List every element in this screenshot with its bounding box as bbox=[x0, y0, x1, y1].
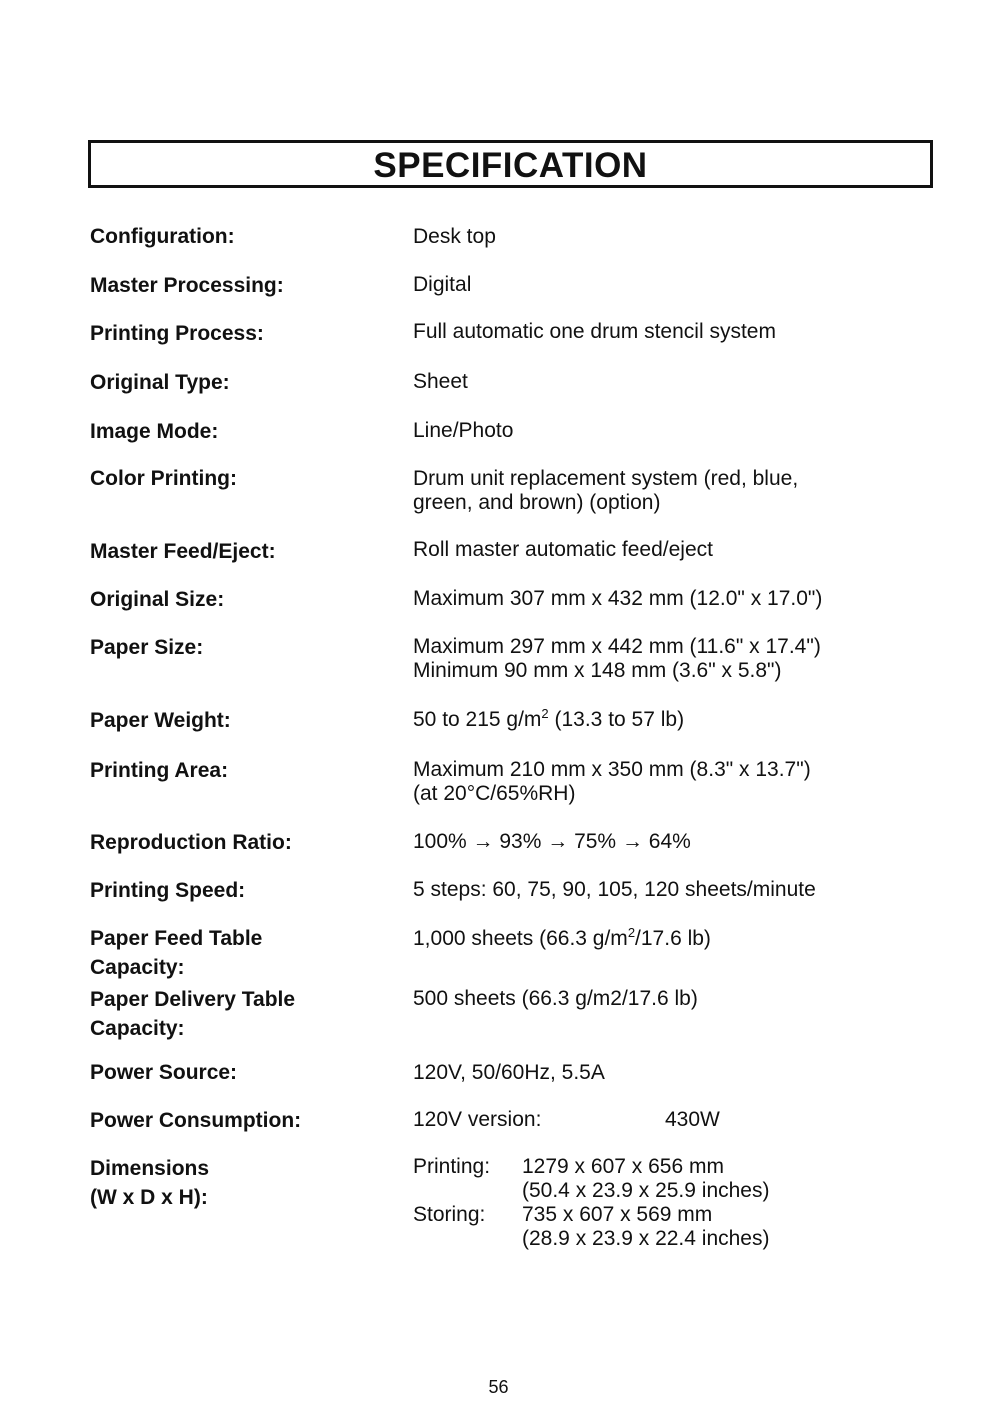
spec-value-paper-delivery-table: 500 sheets (66.3 g/m2/17.6 lb) bbox=[413, 987, 698, 1010]
label-line: Paper Feed Table bbox=[90, 927, 263, 950]
spec-value-image-mode: Line/Photo bbox=[413, 419, 514, 442]
spec-value-reproduction-ratio: 100% → 93% → 75% → 64% bbox=[413, 830, 691, 853]
dimension-printing bbox=[413, 1155, 933, 1179]
dimension-printing-inches bbox=[413, 1179, 933, 1203]
label-line: Paper Delivery Table bbox=[90, 988, 296, 1011]
spec-label-paper-size: Paper Size: bbox=[90, 636, 204, 659]
label-line: (W x D x H): bbox=[90, 1186, 208, 1209]
spec-value-power-consumption bbox=[413, 1108, 933, 1132]
spec-label-original-size: Original Size: bbox=[90, 588, 225, 611]
power-version: 120V version: bbox=[413, 1108, 542, 1131]
dimension-mm: 735 x 607 x 569 mm bbox=[522, 1203, 713, 1226]
dimension-mm: 1279 x 607 x 656 mm bbox=[522, 1155, 724, 1178]
spec-label-configuration: Configuration: bbox=[90, 225, 235, 248]
spec-value-color-printing bbox=[413, 467, 933, 515]
spec-label-power-consumption: Power Consumption: bbox=[90, 1109, 302, 1132]
label-line: Capacity: bbox=[90, 956, 185, 979]
dimension-inches: (50.4 x 23.9 x 25.9 inches) bbox=[522, 1179, 770, 1202]
value-text: 1,000 sheets (66.3 g/m bbox=[413, 927, 628, 950]
spec-value-line: Maximum 210 mm x 350 mm (8.3" x 13.7") bbox=[413, 758, 811, 781]
spec-label-printing-area: Printing Area: bbox=[90, 759, 229, 782]
spec-value-printing-process: Full automatic one drum stencil system bbox=[413, 320, 776, 343]
spec-label-dimensions bbox=[90, 1154, 390, 1212]
dimension-storing bbox=[413, 1203, 933, 1227]
label-line: Capacity: bbox=[90, 1017, 185, 1040]
spec-value-master-feed-eject: Roll master automatic feed/eject bbox=[413, 538, 713, 561]
spec-value-configuration: Desk top bbox=[413, 225, 496, 248]
power-watts: 430W bbox=[665, 1108, 720, 1131]
spec-label-paper-delivery-table bbox=[90, 985, 390, 1043]
spec-value-line: green, and brown) (option) bbox=[413, 491, 661, 514]
spec-value-line: Maximum 297 mm x 442 mm (11.6" x 17.4") bbox=[413, 635, 821, 658]
spec-label-power-source: Power Source: bbox=[90, 1061, 238, 1084]
spec-label-reproduction-ratio: Reproduction Ratio: bbox=[90, 831, 292, 854]
spec-label-printing-speed: Printing Speed: bbox=[90, 879, 246, 902]
spec-value-line: (at 20°C/65%RH) bbox=[413, 782, 576, 805]
page-title: SPECIFICATION bbox=[373, 146, 648, 185]
spec-value-printing-speed: 5 steps: 60, 75, 90, 105, 120 sheets/minute bbox=[413, 878, 816, 901]
spec-value-line: Drum unit replacement system (red, blue, bbox=[413, 467, 799, 490]
spec-value-original-size: Maximum 307 mm x 432 mm (12.0" x 17.0") bbox=[413, 587, 823, 610]
title-box bbox=[88, 140, 933, 188]
spec-label-master-feed-eject: Master Feed/Eject: bbox=[90, 540, 276, 563]
spec-value-paper-weight bbox=[413, 708, 933, 732]
spec-label-printing-process: Printing Process: bbox=[90, 322, 264, 345]
spec-value-power-source: 120V, 50/60Hz, 5.5A bbox=[413, 1061, 605, 1084]
superscript: 2 bbox=[627, 925, 636, 940]
spec-label-color-printing: Color Printing: bbox=[90, 467, 237, 490]
spec-label-paper-feed-table bbox=[90, 924, 390, 982]
spec-label-image-mode: Image Mode: bbox=[90, 420, 219, 443]
value-text: /17.6 lb) bbox=[635, 927, 711, 950]
value-text: 50 to 215 g/m bbox=[413, 708, 542, 731]
spec-label-paper-weight: Paper Weight: bbox=[90, 709, 231, 732]
spec-label-master-processing: Master Processing: bbox=[90, 274, 284, 297]
spec-value-printing-area bbox=[413, 758, 933, 806]
title-underline bbox=[361, 185, 928, 188]
superscript: 2 bbox=[541, 706, 549, 721]
label-line: Dimensions bbox=[90, 1157, 210, 1180]
dimension-inches: (28.9 x 23.9 x 22.4 inches) bbox=[522, 1227, 770, 1250]
spec-value-line: Minimum 90 mm x 148 mm (3.6" x 5.8") bbox=[413, 659, 782, 682]
dimension-mode: Storing: bbox=[413, 1203, 486, 1226]
dimension-storing-inches bbox=[413, 1227, 933, 1251]
spec-value-master-processing: Digital bbox=[413, 273, 472, 296]
page-number: 56 bbox=[488, 1377, 509, 1397]
spec-label-original-type: Original Type: bbox=[90, 371, 230, 394]
spec-value-paper-size bbox=[413, 635, 933, 683]
value-text: (13.3 to 57 lb) bbox=[548, 708, 685, 731]
dimension-mode: Printing: bbox=[413, 1155, 491, 1178]
spec-value-dimensions bbox=[413, 1155, 933, 1251]
spec-value-paper-feed-table bbox=[413, 927, 933, 951]
spec-value-original-type: Sheet bbox=[413, 370, 468, 393]
